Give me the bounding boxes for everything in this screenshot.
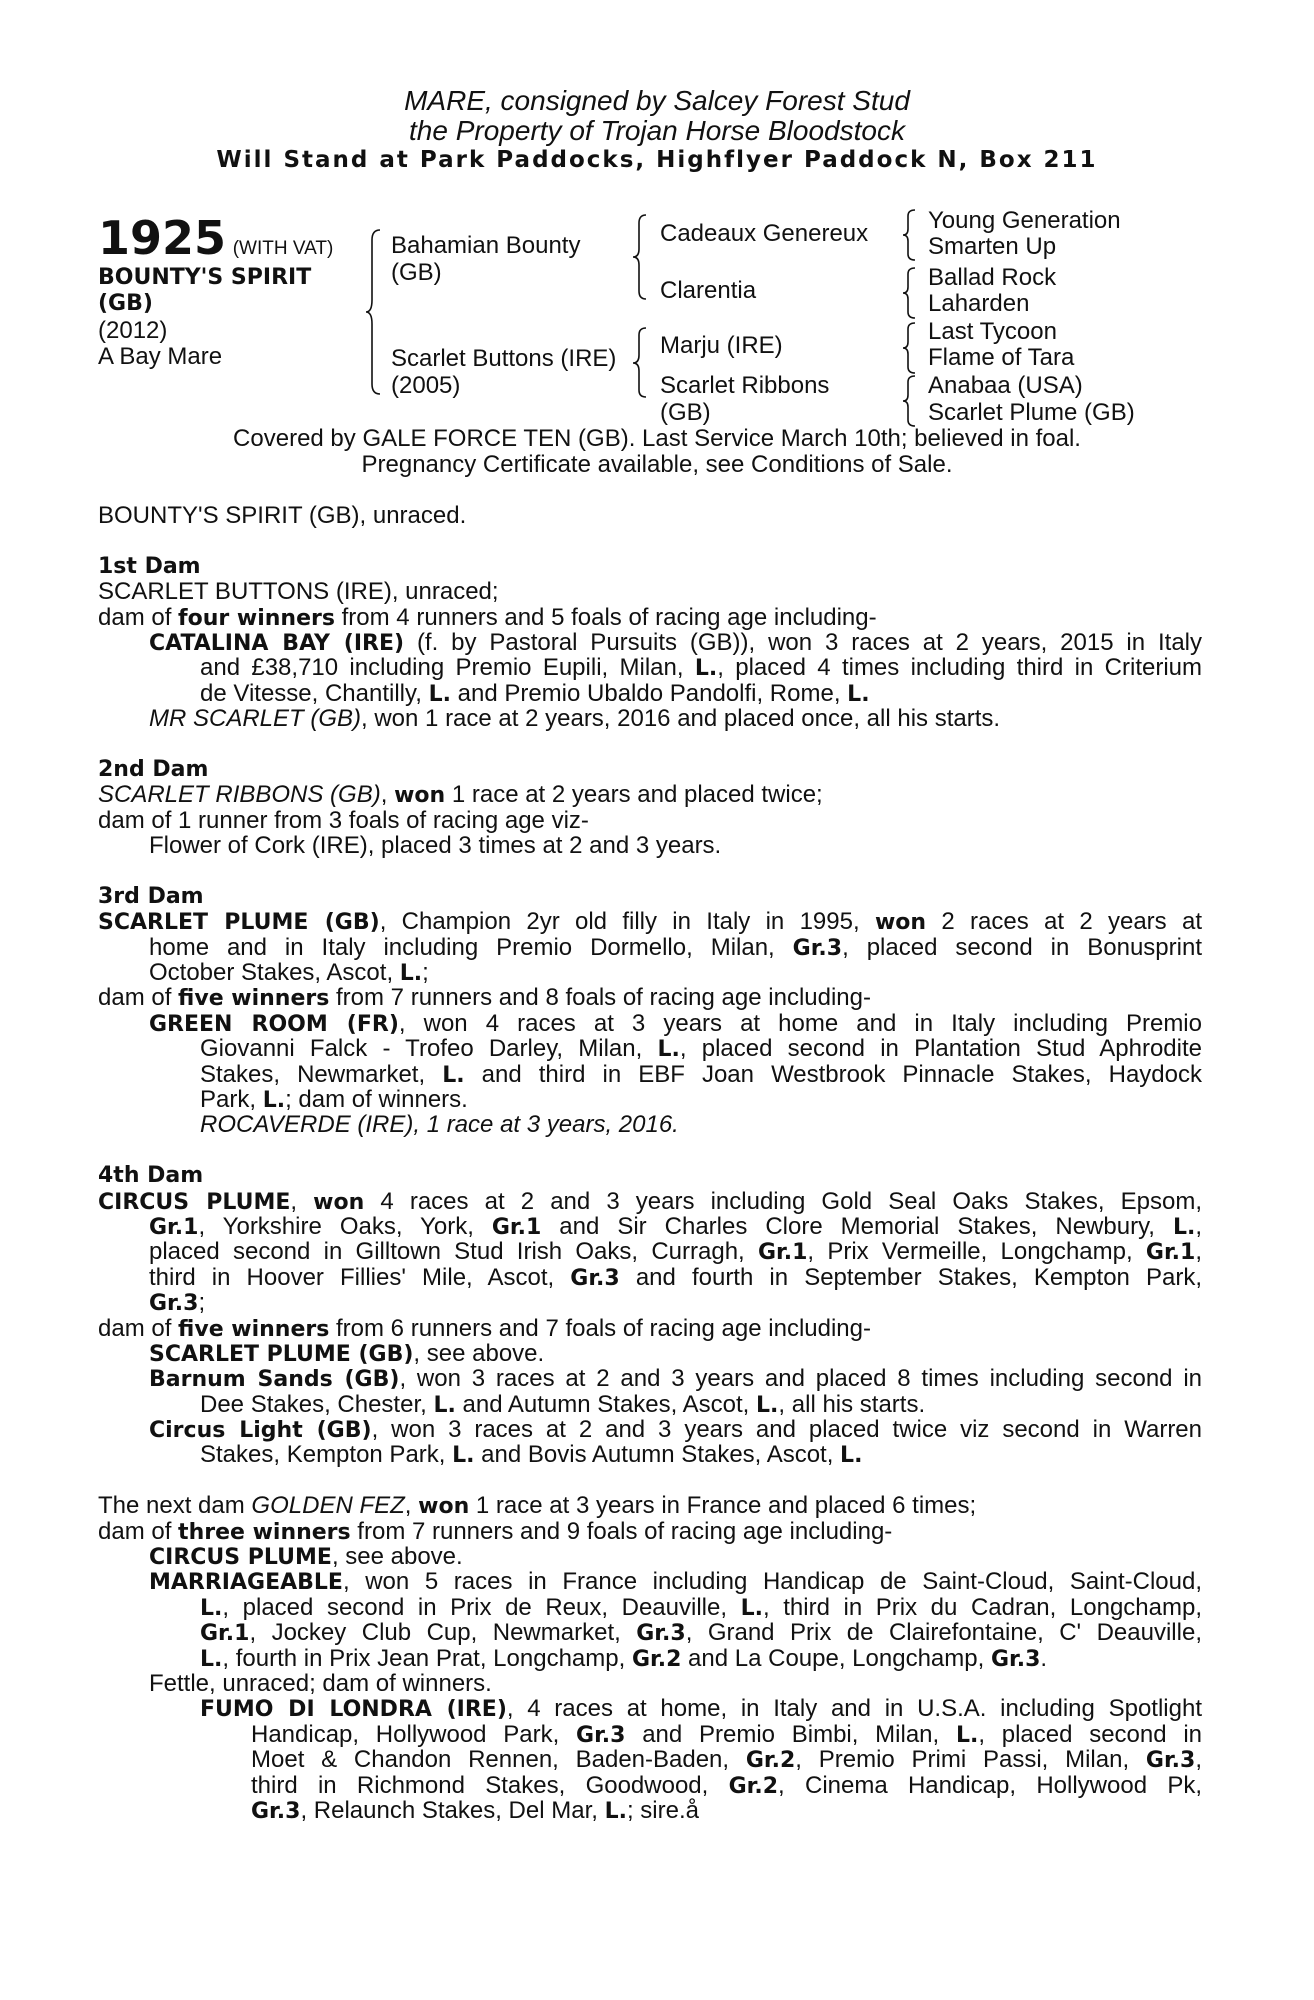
horse-name: BOUNTY'S SPIRIT [98, 265, 312, 290]
third-dam-heading: 3rd Dam [98, 883, 204, 909]
property-line: the Property of Trojan Horse Bloodstock [409, 115, 905, 146]
consignor-line: MARE, consigned by Salcey Forest Stud [404, 85, 910, 116]
ancestor-smarten-up: Smarten Up [928, 233, 1057, 260]
progeny-entry: SCARLET PLUME (GB), see above. [149, 1339, 545, 1367]
lot-number-row [98, 211, 334, 265]
ancestor-laharden: Laharden [928, 290, 1030, 317]
covered-line: Covered by GALE FORCE TEN (GB). Last Service March 10th; believed in foal. [233, 425, 1081, 452]
g3-brace-1 [903, 210, 919, 260]
first-dam-line: SCARLET BUTTONS (IRE), unraced; [98, 578, 499, 606]
progeny-entry: CIRCUS PLUME, see above. [149, 1543, 463, 1571]
sire-dam: Clarentia [660, 277, 757, 304]
sire-dam-brace [366, 230, 386, 395]
horse-description: A Bay Mare [98, 343, 223, 370]
progeny-entry: GREEN ROOM (FR), won 4 races at 3 years at home and in Italy including Premio [149, 1009, 1202, 1037]
location-line: Will Stand at Park Paddocks, Highflyer Paddock N, Box 211 [216, 147, 1098, 173]
g3-brace-2 [903, 268, 919, 318]
sire-name: Bahamian Bounty [391, 232, 581, 259]
fourth-dam-line: CIRCUS PLUME, won 4 races at 2 and 3 years including Gold Seal Oaks Stakes, Epsom, [98, 1187, 1202, 1215]
third-dam-line: SCARLET PLUME (GB), Champion 2yr old filly in Italy in 1995, won 2 races at 2 years at [98, 908, 1202, 936]
sire-parents-brace [633, 215, 651, 300]
horse-year: (2012) [98, 317, 168, 344]
lot-number: 1925 [98, 211, 227, 265]
intro-line: BOUNTY'S SPIRIT (GB), unraced. [98, 502, 467, 529]
progeny-entry: Fettle, unraced; dam of winners. [149, 1669, 492, 1697]
g3-brace-4 [903, 376, 919, 426]
second-dam-heading: 2nd Dam [98, 756, 209, 782]
dam-dam: Scarlet Ribbons [660, 372, 830, 399]
fourth-dam-heading: 4th Dam [98, 1163, 204, 1189]
lot-vat: (WITH VAT) [232, 238, 334, 259]
first-dam-record: dam of four winners from 4 runners and 5 foals of racing age including- [98, 603, 877, 631]
ancestor-last-tycoon: Last Tycoon [928, 318, 1057, 345]
progeny-entry: Circus Light (GB), won 3 races at 2 and 3 years and placed twice viz second in Warren [149, 1416, 1203, 1444]
ancestor-anabaa: Anabaa (USA) [928, 372, 1083, 399]
first-dam-heading: 1st Dam [98, 553, 201, 579]
progeny-entry: FUMO DI LONDRA (IRE), 4 races at home, in Italy and in U.S.A. including Spotlight [200, 1695, 1202, 1723]
ancestor-flame-of-tara: Flame of Tara [928, 344, 1075, 371]
g3-brace-3 [903, 323, 919, 373]
dam-name: Scarlet Buttons (IRE) [391, 345, 617, 372]
certificate-line: Pregnancy Certificate available, see Conditions of Sale. [361, 451, 953, 478]
progeny-entry: Flower of Cork (IRE), placed 3 times at 2 and 3 years. [149, 832, 722, 860]
sire-country: (GB) [391, 259, 442, 286]
produce-record: BOUNTY'S SPIRIT (GB), unraced. 1st Dam SCARLET BUTTONS (IRE), unraced; dam of four winners from 4 runners and 5 foals of racing age including- CATALINA BAY (IRE) (f. by Pastoral Pursuits (GB)), won 3 races at 2 years, 2015 in Italy and £38,710 including Premio Eupili, Milan, L., placed 4 times including third in Criterium de Vitesse, Chantilly, L. and Premio Ubaldo Pandolfi, Rome, L. MR SCARLET (GB), won 1 race at 2 years, 2016 and placed once, all his starts. 2nd Dam SCARLET RIBBONS (GB), won 1 race at 2 years and placed twice; dam of 1 runner from 3 foals of racing age viz- Flower of Cork (IRE), placed 3 times at 2 and 3 years. 3rd Dam SCARLET PLUME (GB), Champion 2yr old filly in Italy in 1995, won 2 races at 2 years at home and in Italy including Premio Dormello, Milan, Gr.3, placed second in Bonusprint October Stakes, Ascot, L.; dam of five winners from 7 runners and 8 foals of racing age including- GREEN ROOM (FR), won 4 races at 3 years at home and in Italy including Premio Giovanni Falck - Trofeo Darley, Milan, L., placed second in Plantation Stud Aphrodite Stakes, Newmarket, L. and third in EBF Joan Westbrook Pinnacle Stakes, Haydock Park, L.; dam of winners. ROCAVERDE (IRE), 1 race at 3 years, 2016. 4th Dam CIRCUS PLUME, won 4 races at 2 and 3 years including Gold Seal Oaks Stakes, Epsom, Gr.1, Yorkshire Oaks, York, Gr.1 and Sir Charles Clore Memorial Stakes, Newbury, L., placed second in Gilltown Stud Irish Oaks, Curragh, Gr.1, Prix Vermeille, Longchamp, Gr.1, third in Hoover Fillies' Mile, Ascot, Gr.3 and fourth in September Stakes, Kempton Park, Gr.3; dam of five winners from 6 runners and 7 foals of racing age including- SCARLET PLUME (GB), see above. Barnum Sands (GB), won 3 races at 2 and 3 years and placed 8 times including second in Dee Stakes, Chester, L. and Autumn Stakes, Ascot, L., all his starts. Circus Light (GB), won 3 races at 2 and 3 years and placed twice viz second in Warren Stakes, Kempton Park, L. and Bovis Autumn Stakes, Ascot, L. The next dam GOLDEN FEZ, won 1 race at 3 years in France and placed 6 times; dam of three winners from 7 runners and 9 foals of racing age including- CIRCUS PLUME, see above. MARRIAGEABLE, won 5 races in France including Handicap de Saint-Cloud, Saint-Cloud, L., placed second in Prix de Reux, Deauville, L., third in Prix du Cadran, Longchamp, Gr.1, Jockey Club Cup, Newmarket, Gr.3, Grand Prix de Clairefontaine, C' Deauville, L., fourth in Prix Jean Prat, Longchamp, Gr.2 and La Coupe, Longchamp, Gr.3. Fettle, unraced; dam of winners. FUMO DI LONDRA (IRE), 4 races at home, in Italy and in U.S.A. including Spotlight Handicap, Hollywood Park, Gr.3 and Premio Bimbi, Milan, L., placed second in Moet & Chandon Rennen, Baden-Baden, Gr.2, Premio Primi Passi, Milan, Gr.3, third in Richmond Stakes, Goodwood, Gr.2, Cinema Handicap, Hollywood Pk, Gr.3, Relaunch Stakes, Del Mar, L.; sire.å [98, 502, 1203, 1824]
ancestor-young-generation: Young Generation [928, 207, 1121, 234]
progeny-entry: MR SCARLET (GB), won 1 race at 2 years, 2016 and placed once, all his starts. [149, 705, 1001, 733]
dam-year: (2005) [391, 372, 461, 399]
progeny-entry: CATALINA BAY (IRE) (f. by Pastoral Pursuits (GB)), won 3 races at 2 years, 2015 in Italy [149, 628, 1202, 656]
progeny-entry: Barnum Sands (GB), won 3 races at 2 and 3 years and placed 8 times including second in [149, 1365, 1202, 1393]
horse-country: (GB) [98, 291, 153, 316]
dam-sire: Marju (IRE) [660, 332, 783, 359]
dam-dam-country: (GB) [660, 399, 711, 426]
second-dam-line: SCARLET RIBBONS (GB), won 1 race at 2 years and placed twice; [98, 781, 823, 809]
ancestor-ballad-rock: Ballad Rock [928, 264, 1057, 291]
ancestor-scarlet-plume: Scarlet Plume (GB) [928, 399, 1135, 426]
next-dam-line: The next dam GOLDEN FEZ, won 1 race at 3 years in France and placed 6 times; [98, 1492, 977, 1520]
sire-sire: Cadeaux Genereux [660, 220, 869, 247]
dam-parents-brace [633, 328, 651, 398]
progeny-entry: MARRIAGEABLE, won 5 races in France including Handicap de Saint-Cloud, Saint-Cloud, [149, 1568, 1202, 1596]
progeny-entry: ROCAVERDE (IRE), 1 race at 3 years, 2016. [200, 1111, 679, 1139]
